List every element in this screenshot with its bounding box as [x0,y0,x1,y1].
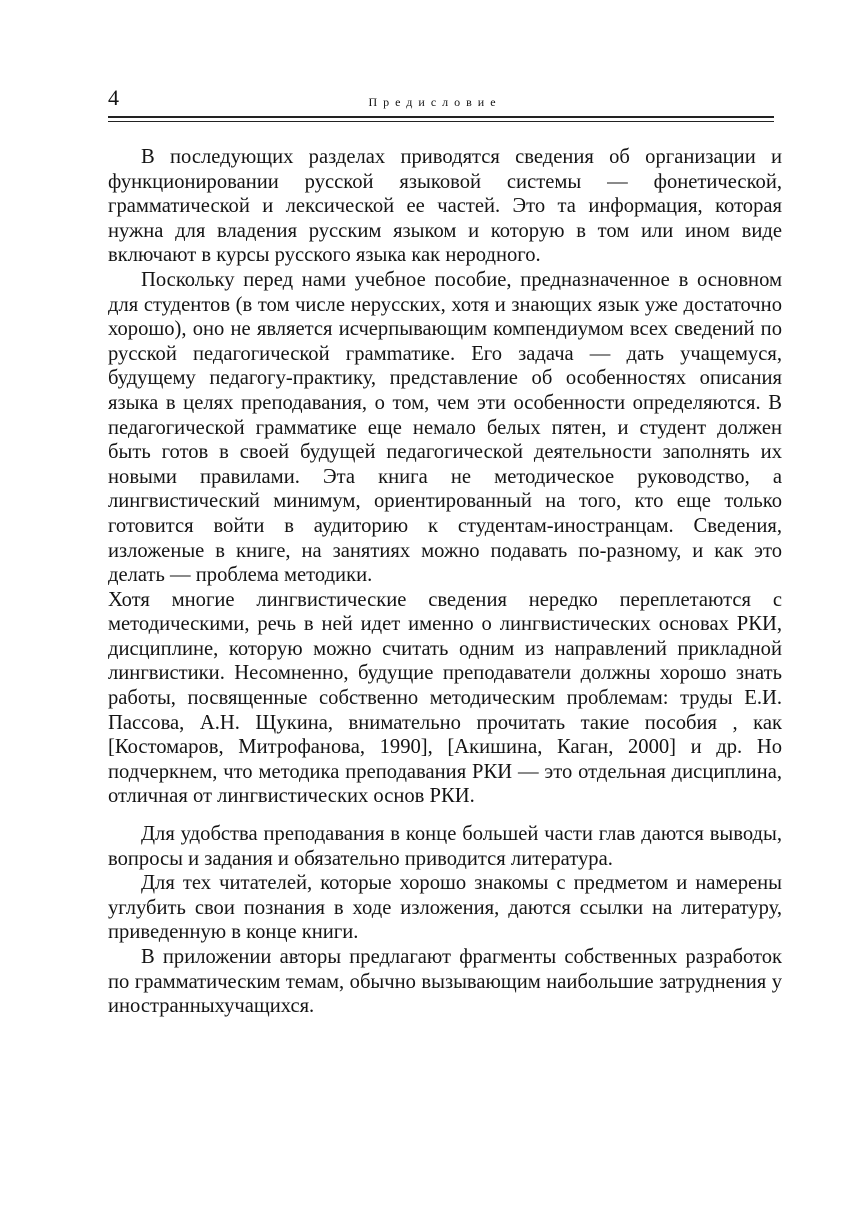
page-number: 4 [108,85,119,110]
paragraph: Поскольку перед нами учебное пособие, предназначенное в основном для студентов (в том числе нерусских, хотя и знающих язык уже достаточно хорошо), оно не является исчерпывающим компендиумом всех сведений по русской педагогической грамmатике. Его задача — дать учащемуся, будущему педагогу-практику, представление об особенностях описания языка в целях преподавания, о том, чем эти особенности определяются. В педагогической грамматике еще немало белых пятен, и студент должен быть готов в своей будущей педагогической деятельности заполнять их новыми правилами. Эта книга не методическое руководство, а лингвистический минимум, ориентированный на того, кто еще только готовится войти в аудиторию к студентам-иностранцам. Сведения, изложеные в книге, на занятиях можно подавать по-разному, и как это делать — проблема методики. [108,268,782,587]
paragraph: В приложении авторы предлагают фрагменты собственных разработок по грамматическим темам, обычно вызывающим наибольшие затруднения у иностранныхучащихся. [108,946,782,1018]
header-rule-thin [108,121,774,122]
header-rule-thick [108,116,774,118]
paragraph: Для тех читателей, которые хорошо знакомы с предметом и намерены углубить свои познания в ходе изложения, даются ссылки на литературу, приведенную в конце книги. [108,872,782,944]
paragraph: Хотя многие лингвистические сведения нередко переплетаются с методическими, речь в ней идет именно о лингвистических основах РКИ, дисциплине, которую можно считать одним из направлений прикладной лингвистики. Несомненно, будущие преподаватели должны хорошо знать работы, посвященные собственно методическим проблемам: труды Е.И. Пассова, А.Н. Щукина, внимательно прочитать такие пособия , как [Костомаров, Митрофанова, 1990], [Акишина, Каган, 2000] и др. Но подчеркнем, что методика преподавания РКИ — это отдельная дисциплина, отличная от лингвистических основ РКИ. [108,588,782,808]
body-text [108,145,782,1019]
paragraph: Для удобства преподавания в конце большей части глав даются выводы, вопросы и задания и обязательно приводится литература. [108,823,782,870]
running-title: Предисловие [368,95,502,109]
paragraph: В последующих разделах приводятся сведения об организации и функционировании русской языковой системы — фонетической, грамматической и лексической ее частей. Это та информация, которая нужна для владения русским языком и которую в том или ином виде включают в курсы русского языка как неродного. [108,146,782,267]
